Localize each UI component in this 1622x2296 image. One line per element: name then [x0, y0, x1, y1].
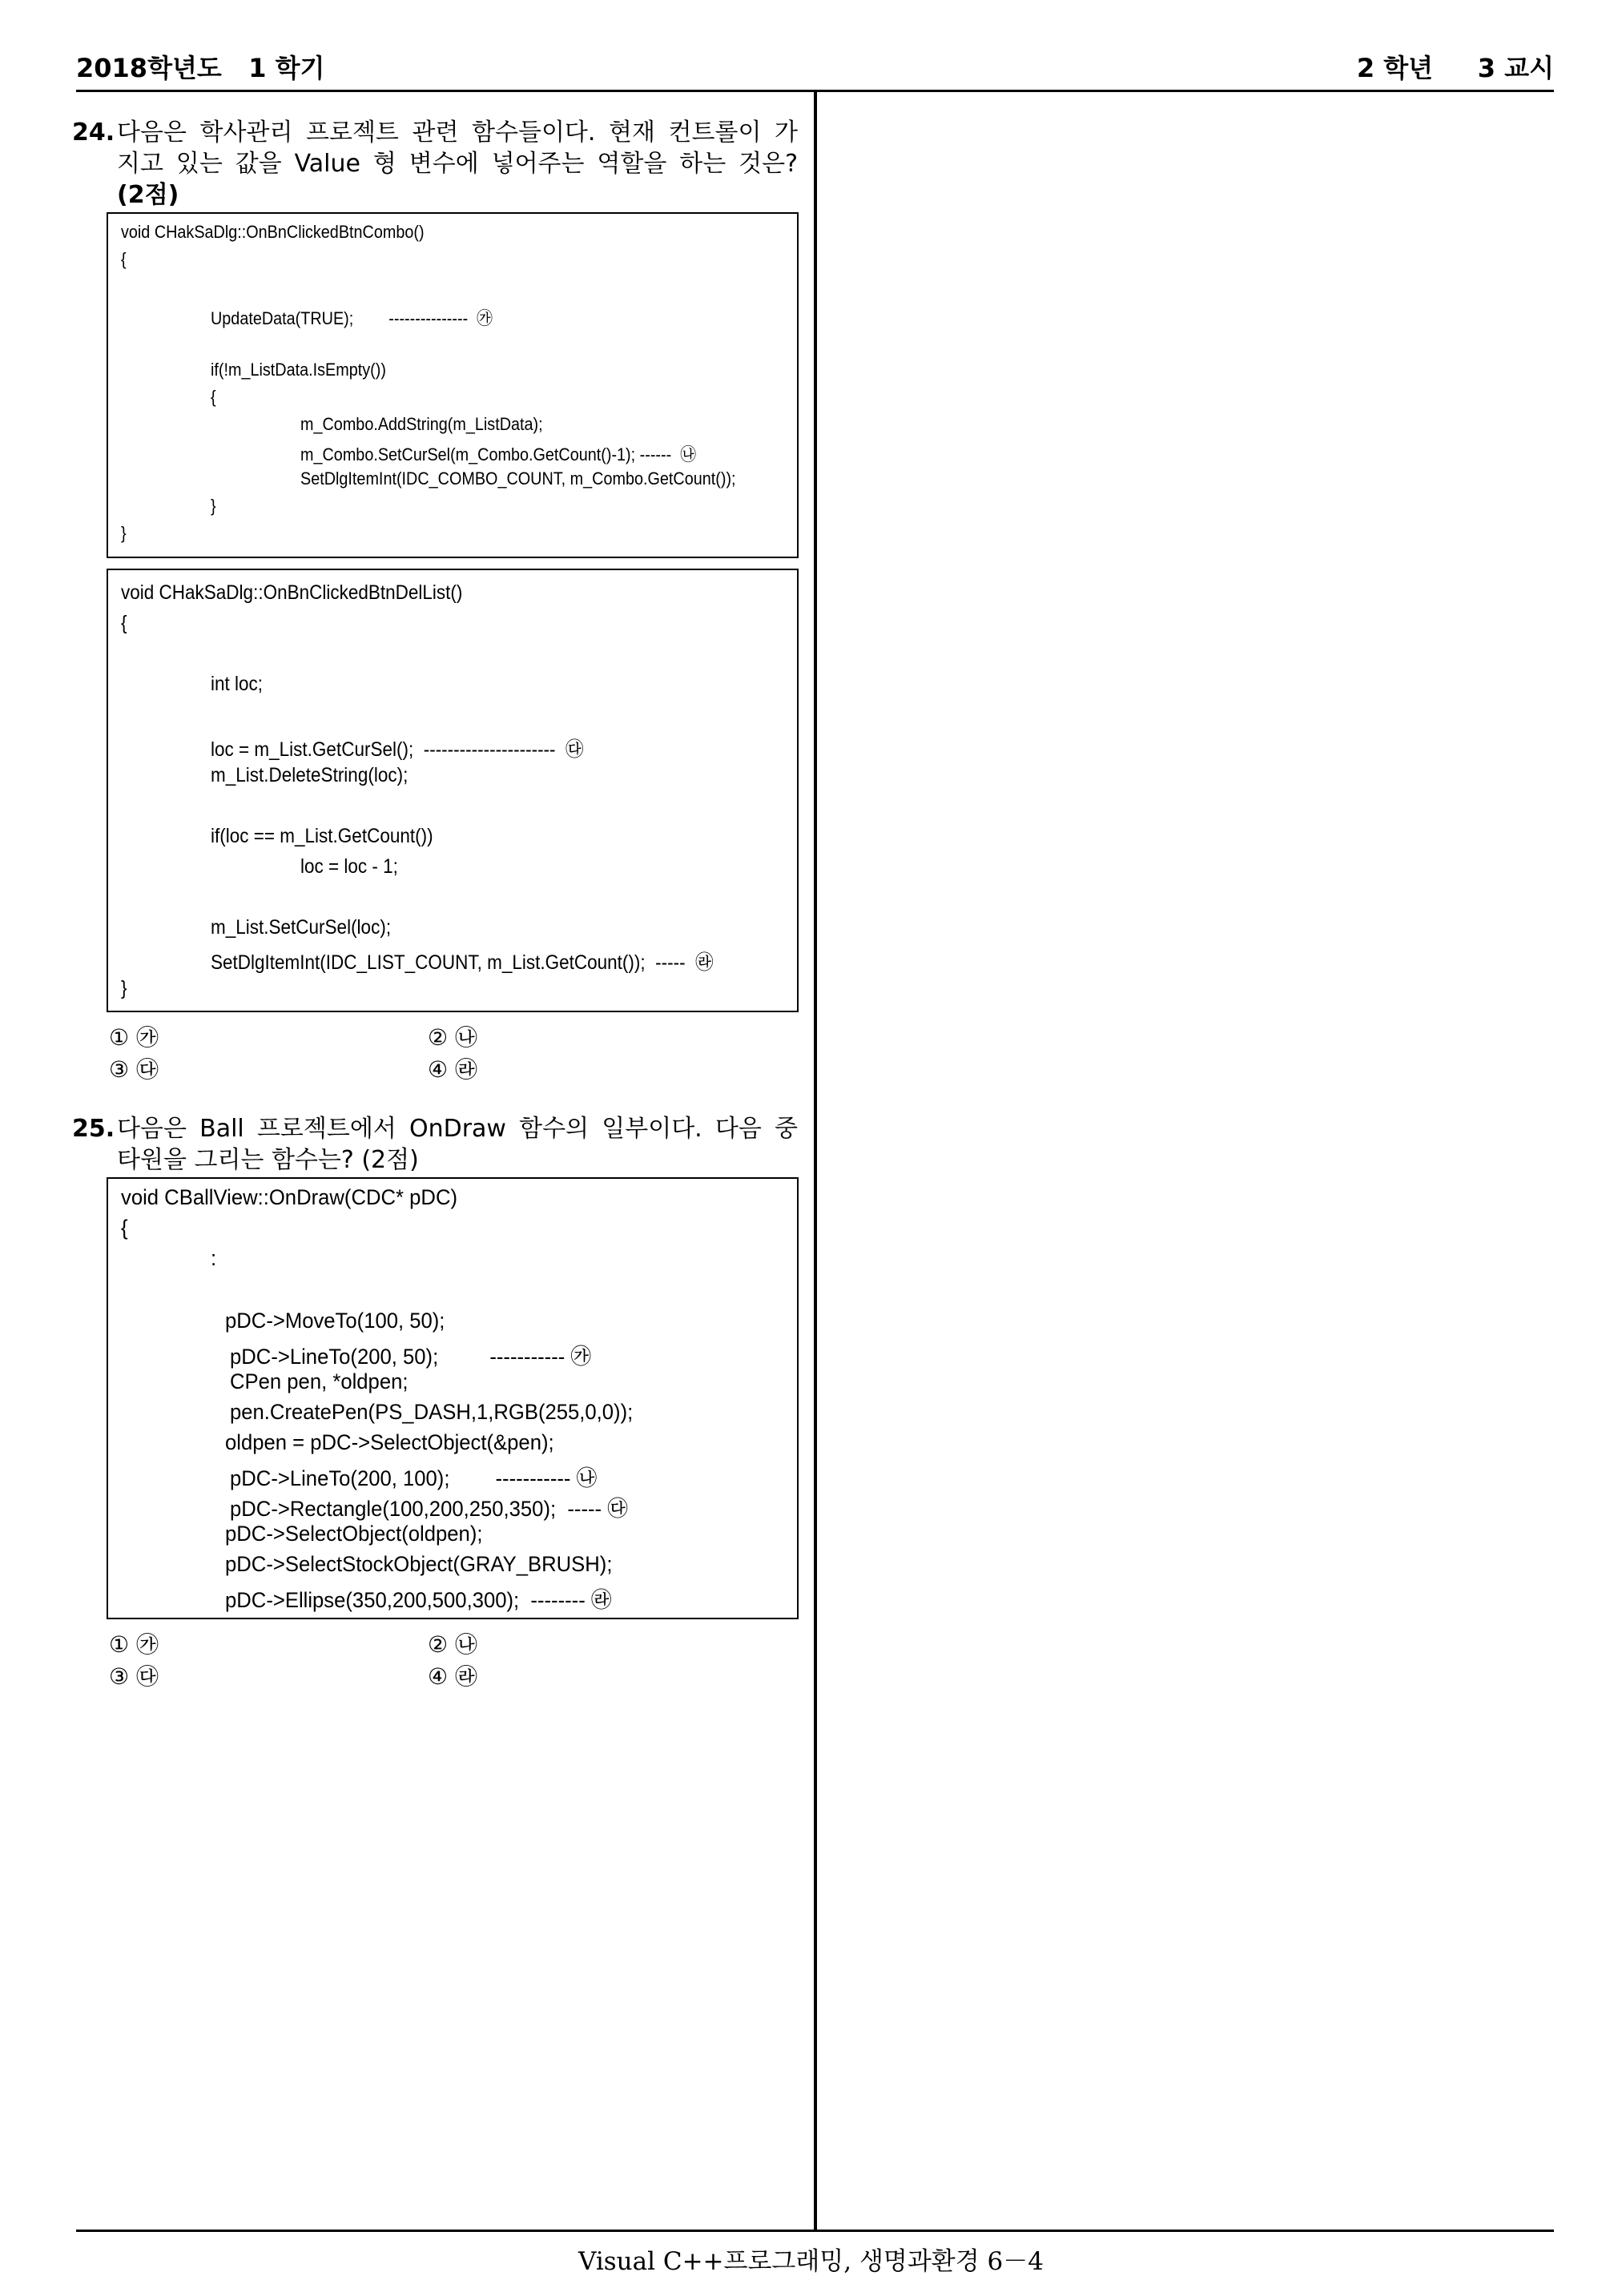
code-line: loc = m_List.GetCurSel(); ---------------------- ㉰	[211, 738, 584, 761]
code-line: int loc;	[211, 673, 264, 695]
q25-option-1: ① ㉮	[109, 1631, 159, 1658]
code-line: pDC->Rectangle(100,200,250,350); ----- ㉰	[230, 1497, 628, 1521]
code-line: m_Combo.AddString(m_ListData);	[300, 414, 543, 434]
q24-option-4: ④ ㉱	[428, 1056, 478, 1083]
code-line: if(!m_ListData.IsEmpty())	[211, 360, 386, 380]
code-line: pDC->Ellipse(350,200,500,300); -------- ㉱	[225, 1588, 612, 1612]
q24-question-text	[117, 117, 798, 211]
code-line: :	[211, 1246, 217, 1270]
code-line: pDC->SelectStockObject(GRAY_BRUSH);	[225, 1552, 613, 1576]
code-line: }	[121, 523, 127, 543]
code-line: {	[121, 249, 127, 269]
q25-option-3: ③ ㉰	[109, 1663, 159, 1690]
q24-text-line-1: 다음은 학사관리 프로젝트 관련 함수들이다. 현재 컨트롤이 가	[117, 119, 798, 147]
q24-number: 24.	[72, 119, 115, 147]
code-line: {	[211, 387, 216, 407]
code-line: void CHakSaDlg::OnBnClickedBtnDelList()	[121, 581, 463, 604]
code-line: m_List.SetCurSel(loc);	[211, 916, 392, 939]
q25-option-2: ② ㉯	[428, 1631, 478, 1658]
q25-option-4: ④ ㉱	[428, 1663, 478, 1690]
code-line: {	[121, 612, 127, 634]
footer-rule	[76, 2230, 1554, 2232]
code-line: void CBallView::OnDraw(CDC* pDC)	[121, 1185, 458, 1209]
code-line: }	[211, 496, 216, 516]
q24-text-line-2: 지고 있는 값을 Value 형 변수에 넣어주는 역할을 하는 것은?	[117, 150, 798, 178]
q25-code-box	[107, 1177, 799, 1619]
q24-option-3: ③ ㉰	[109, 1056, 159, 1083]
code-line: SetDlgItemInt(IDC_COMBO_COUNT, m_Combo.GetCount());	[300, 468, 736, 489]
code-line: SetDlgItemInt(IDC_LIST_COUNT, m_List.GetCount()); ----- ㉱	[211, 951, 714, 974]
code-line: loc = loc - 1;	[300, 855, 398, 878]
q24-option-1: ① ㉮	[109, 1024, 159, 1051]
code-line: oldpen = pDC->SelectObject(&pen);	[225, 1430, 554, 1454]
code-line: if(loc == m_List.GetCount())	[211, 825, 433, 847]
code-line: m_List.DeleteString(loc);	[211, 764, 409, 786]
q25-number: 25.	[72, 1115, 115, 1143]
exam-grade-period-header: 2 학년 3 교시	[1356, 53, 1554, 83]
code-line: pDC->MoveTo(100, 50);	[225, 1309, 445, 1333]
code-line: CPen pen, *oldpen;	[230, 1369, 409, 1393]
code-line: void CHakSaDlg::OnBnClickedBtnCombo()	[121, 222, 425, 242]
q24-text-line-3: (2점)	[117, 181, 179, 209]
code-line: m_Combo.SetCurSel(m_Combo.GetCount()-1); ------ ㉯	[300, 444, 697, 464]
q25-text-line-2: 타원을 그리는 함수는? (2점)	[117, 1146, 419, 1174]
code-line: {	[121, 1216, 128, 1240]
code-line: pDC->LineTo(200, 50); ----------- ㉮	[230, 1345, 592, 1369]
code-line: pDC->LineTo(200, 100); ----------- ㉯	[230, 1466, 598, 1490]
exam-term-header: 2018학년도 1 학기	[76, 53, 325, 83]
q24-code-box-1	[107, 212, 799, 558]
q24-option-2: ② ㉯	[428, 1024, 478, 1051]
code-line: }	[121, 977, 127, 999]
code-line: pen.CreatePen(PS_DASH,1,RGB(255,0,0));	[230, 1400, 634, 1424]
q25-text-line-1: 다음은 Ball 프로젝트에서 OnDraw 함수의 일부이다. 다음 중	[117, 1115, 798, 1143]
column-divider	[814, 90, 817, 2230]
code-line: UpdateData(TRUE); --------------- ㉮	[211, 308, 493, 328]
q25-question-text	[117, 1113, 798, 1176]
page-footer: Visual C++프로그래밍, 생명과환경 6－4	[578, 2247, 1044, 2276]
q24-code-box-2	[107, 569, 799, 1012]
code-line: pDC->SelectObject(oldpen);	[225, 1522, 483, 1546]
